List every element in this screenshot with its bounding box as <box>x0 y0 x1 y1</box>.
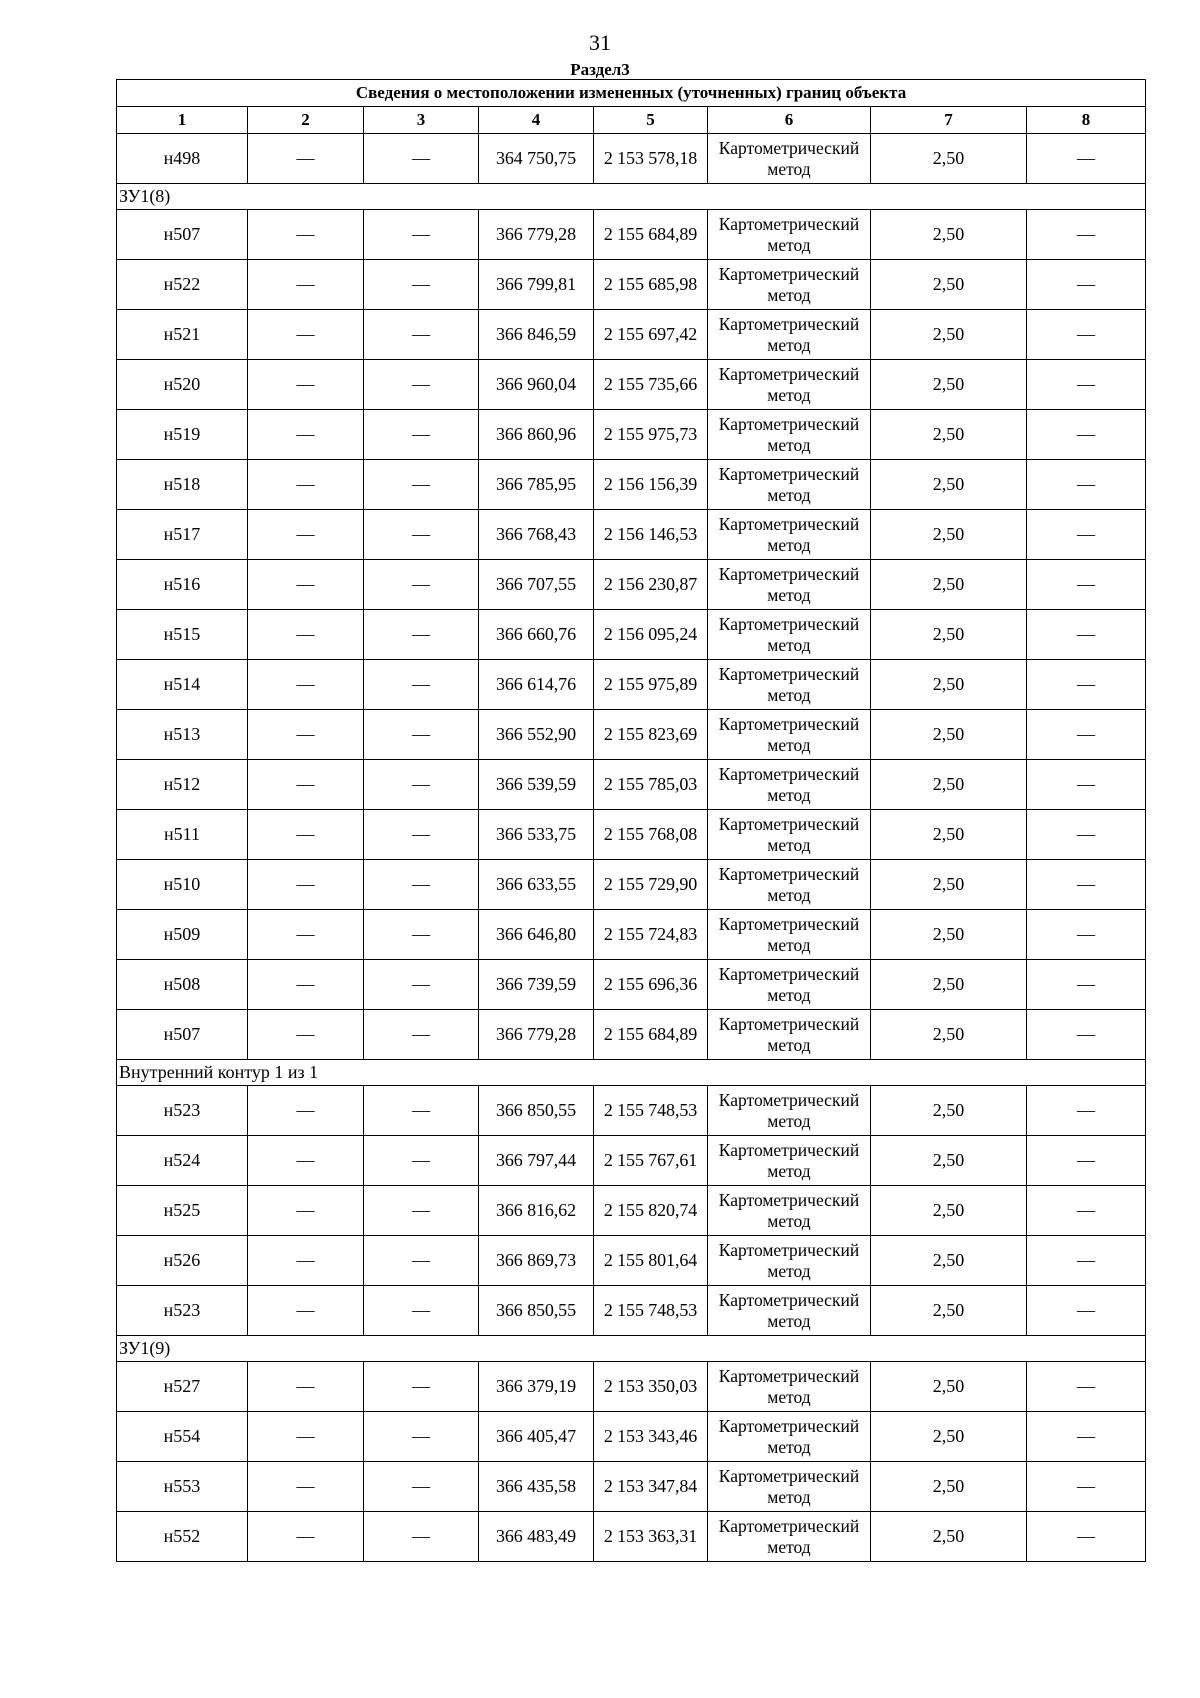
table-row <box>117 710 1146 760</box>
empty-value-cell: — <box>248 1086 364 1136</box>
y-coordinate-cell: 2 155 801,64 <box>594 1236 708 1286</box>
empty-value-cell: — <box>1027 910 1146 960</box>
point-id-cell: н510 <box>117 860 248 910</box>
y-coordinate-cell: 2 155 685,98 <box>594 260 708 310</box>
y-coordinate-cell: 2 155 768,08 <box>594 810 708 860</box>
empty-value-cell: — <box>248 460 364 510</box>
y-coordinate-cell: 2 155 975,89 <box>594 660 708 710</box>
column-number: 3 <box>364 107 479 134</box>
method-cell: Картометрический метод <box>708 1236 871 1286</box>
empty-value-cell: — <box>364 360 479 410</box>
x-coordinate-cell: 366 846,59 <box>479 310 594 360</box>
table-row <box>117 1236 1146 1286</box>
y-coordinate-cell: 2 155 748,53 <box>594 1286 708 1336</box>
point-id-cell: н522 <box>117 260 248 310</box>
method-cell: Картометрический метод <box>708 260 871 310</box>
point-id-cell: н525 <box>117 1186 248 1236</box>
column-number: 1 <box>117 107 248 134</box>
x-coordinate-cell: 366 797,44 <box>479 1136 594 1186</box>
empty-value-cell: — <box>248 710 364 760</box>
empty-value-cell: — <box>248 610 364 660</box>
empty-value-cell: — <box>1027 1010 1146 1060</box>
empty-value-cell: — <box>1027 760 1146 810</box>
x-coordinate-cell: 366 533,75 <box>479 810 594 860</box>
table-row <box>117 810 1146 860</box>
x-coordinate-cell: 366 739,59 <box>479 960 594 1010</box>
y-coordinate-cell: 2 153 343,46 <box>594 1412 708 1462</box>
accuracy-cell: 2,50 <box>871 1462 1027 1512</box>
x-coordinate-cell: 366 960,04 <box>479 360 594 410</box>
y-coordinate-cell: 2 155 729,90 <box>594 860 708 910</box>
column-number: 5 <box>594 107 708 134</box>
method-cell: Картометрический метод <box>708 1362 871 1412</box>
empty-value-cell: — <box>364 210 479 260</box>
point-id-cell: н512 <box>117 760 248 810</box>
point-id-cell: н554 <box>117 1412 248 1462</box>
empty-value-cell: — <box>248 1186 364 1236</box>
empty-value-cell: — <box>364 310 479 360</box>
column-number: 2 <box>248 107 364 134</box>
empty-value-cell: — <box>1027 810 1146 860</box>
accuracy-cell: 2,50 <box>871 960 1027 1010</box>
method-cell: Картометрический метод <box>708 510 871 560</box>
accuracy-cell: 2,50 <box>871 310 1027 360</box>
empty-value-cell: — <box>1027 134 1146 184</box>
x-coordinate-cell: 366 646,80 <box>479 910 594 960</box>
y-coordinate-cell: 2 155 767,61 <box>594 1136 708 1186</box>
empty-value-cell: — <box>248 210 364 260</box>
empty-value-cell: — <box>1027 510 1146 560</box>
method-cell: Картометрический метод <box>708 410 871 460</box>
point-id-cell: н523 <box>117 1086 248 1136</box>
x-coordinate-cell: 366 850,55 <box>479 1286 594 1336</box>
table-row <box>117 760 1146 810</box>
column-number: 7 <box>871 107 1027 134</box>
table-row <box>117 1512 1146 1562</box>
x-coordinate-cell: 366 869,73 <box>479 1236 594 1286</box>
point-id-cell: н527 <box>117 1362 248 1412</box>
empty-value-cell: — <box>1027 710 1146 760</box>
empty-value-cell: — <box>248 1236 364 1286</box>
empty-value-cell: — <box>364 410 479 460</box>
empty-value-cell: — <box>1027 260 1146 310</box>
y-coordinate-cell: 2 153 350,03 <box>594 1362 708 1412</box>
method-cell: Картометрический метод <box>708 1412 871 1462</box>
y-coordinate-cell: 2 155 823,69 <box>594 710 708 760</box>
empty-value-cell: — <box>364 860 479 910</box>
y-coordinate-cell: 2 155 820,74 <box>594 1186 708 1236</box>
point-id-cell: н521 <box>117 310 248 360</box>
table-row <box>117 1136 1146 1186</box>
accuracy-cell: 2,50 <box>871 1086 1027 1136</box>
accuracy-cell: 2,50 <box>871 410 1027 460</box>
empty-value-cell: — <box>364 1136 479 1186</box>
table-row <box>117 660 1146 710</box>
method-cell: Картометрический метод <box>708 1462 871 1512</box>
y-coordinate-cell: 2 153 347,84 <box>594 1462 708 1512</box>
empty-value-cell: — <box>364 710 479 760</box>
point-id-cell: н498 <box>117 134 248 184</box>
table-row <box>117 1186 1146 1236</box>
empty-value-cell: — <box>248 1412 364 1462</box>
accuracy-cell: 2,50 <box>871 760 1027 810</box>
empty-value-cell: — <box>1027 460 1146 510</box>
accuracy-cell: 2,50 <box>871 1010 1027 1060</box>
empty-value-cell: — <box>364 910 479 960</box>
x-coordinate-cell: 366 539,59 <box>479 760 594 810</box>
y-coordinate-cell: 2 155 785,03 <box>594 760 708 810</box>
x-coordinate-cell: 366 379,19 <box>479 1362 594 1412</box>
point-id-cell: н517 <box>117 510 248 560</box>
x-coordinate-cell: 366 816,62 <box>479 1186 594 1236</box>
point-id-cell: н514 <box>117 660 248 710</box>
method-cell: Картометрический метод <box>708 560 871 610</box>
empty-value-cell: — <box>364 760 479 810</box>
table-caption-row <box>117 80 1146 107</box>
accuracy-cell: 2,50 <box>871 1236 1027 1286</box>
x-coordinate-cell: 366 768,43 <box>479 510 594 560</box>
empty-value-cell: — <box>364 610 479 660</box>
y-coordinate-cell: 2 156 095,24 <box>594 610 708 660</box>
point-id-cell: н516 <box>117 560 248 610</box>
accuracy-cell: 2,50 <box>871 810 1027 860</box>
table-row <box>117 960 1146 1010</box>
table-row <box>117 460 1146 510</box>
accuracy-cell: 2,50 <box>871 134 1027 184</box>
accuracy-cell: 2,50 <box>871 210 1027 260</box>
empty-value-cell: — <box>364 810 479 860</box>
column-number: 6 <box>708 107 871 134</box>
boundary-coordinates-table <box>116 79 1146 1562</box>
y-coordinate-cell: 2 156 146,53 <box>594 510 708 560</box>
empty-value-cell: — <box>364 1362 479 1412</box>
y-coordinate-cell: 2 155 735,66 <box>594 360 708 410</box>
method-cell: Картометрический метод <box>708 710 871 760</box>
method-cell: Картометрический метод <box>708 1186 871 1236</box>
empty-value-cell: — <box>248 360 364 410</box>
empty-value-cell: — <box>248 660 364 710</box>
x-coordinate-cell: 364 750,75 <box>479 134 594 184</box>
table-row <box>117 410 1146 460</box>
table-row <box>117 610 1146 660</box>
empty-value-cell: — <box>1027 960 1146 1010</box>
method-cell: Картометрический метод <box>708 960 871 1010</box>
table-row <box>117 1086 1146 1136</box>
empty-value-cell: — <box>1027 1236 1146 1286</box>
x-coordinate-cell: 366 614,76 <box>479 660 594 710</box>
point-id-cell: н526 <box>117 1236 248 1286</box>
y-coordinate-cell: 2 153 363,31 <box>594 1512 708 1562</box>
empty-value-cell: — <box>1027 660 1146 710</box>
table-row <box>117 134 1146 184</box>
empty-value-cell: — <box>1027 1362 1146 1412</box>
accuracy-cell: 2,50 <box>871 1136 1027 1186</box>
column-number-row <box>117 107 1146 134</box>
accuracy-cell: 2,50 <box>871 460 1027 510</box>
empty-value-cell: — <box>364 1412 479 1462</box>
x-coordinate-cell: 366 707,55 <box>479 560 594 610</box>
table-row <box>117 1462 1146 1512</box>
y-coordinate-cell: 2 155 684,89 <box>594 1010 708 1060</box>
group-label: ЗУ1(8) <box>117 184 1146 210</box>
y-coordinate-cell: 2 155 697,42 <box>594 310 708 360</box>
empty-value-cell: — <box>248 810 364 860</box>
method-cell: Картометрический метод <box>708 210 871 260</box>
accuracy-cell: 2,50 <box>871 860 1027 910</box>
point-id-cell: н513 <box>117 710 248 760</box>
table-row <box>117 1286 1146 1336</box>
point-id-cell: н511 <box>117 810 248 860</box>
x-coordinate-cell: 366 785,95 <box>479 460 594 510</box>
empty-value-cell: — <box>364 1236 479 1286</box>
empty-value-cell: — <box>1027 360 1146 410</box>
empty-value-cell: — <box>1027 860 1146 910</box>
point-id-cell: н519 <box>117 410 248 460</box>
y-coordinate-cell: 2 156 156,39 <box>594 460 708 510</box>
accuracy-cell: 2,50 <box>871 1186 1027 1236</box>
empty-value-cell: — <box>1027 1186 1146 1236</box>
accuracy-cell: 2,50 <box>871 360 1027 410</box>
group-header-row <box>117 184 1146 210</box>
point-id-cell: н553 <box>117 1462 248 1512</box>
accuracy-cell: 2,50 <box>871 710 1027 760</box>
method-cell: Картометрический метод <box>708 660 871 710</box>
method-cell: Картометрический метод <box>708 760 871 810</box>
x-coordinate-cell: 366 405,47 <box>479 1412 594 1462</box>
accuracy-cell: 2,50 <box>871 260 1027 310</box>
table-row <box>117 860 1146 910</box>
method-cell: Картометрический метод <box>708 610 871 660</box>
point-id-cell: н552 <box>117 1512 248 1562</box>
table-row <box>117 210 1146 260</box>
empty-value-cell: — <box>248 860 364 910</box>
group-header-row <box>117 1336 1146 1362</box>
empty-value-cell: — <box>364 260 479 310</box>
x-coordinate-cell: 366 483,49 <box>479 1512 594 1562</box>
table-row <box>117 510 1146 560</box>
x-coordinate-cell: 366 660,76 <box>479 610 594 660</box>
table-caption: Сведения о местоположении измененных (уточненных) границ объекта <box>117 80 1146 107</box>
empty-value-cell: — <box>1027 1286 1146 1336</box>
method-cell: Картометрический метод <box>708 1010 871 1060</box>
empty-value-cell: — <box>248 1136 364 1186</box>
empty-value-cell: — <box>248 1512 364 1562</box>
empty-value-cell: — <box>364 1462 479 1512</box>
empty-value-cell: — <box>1027 410 1146 460</box>
empty-value-cell: — <box>1027 610 1146 660</box>
point-id-cell: н508 <box>117 960 248 1010</box>
y-coordinate-cell: 2 155 724,83 <box>594 910 708 960</box>
empty-value-cell: — <box>248 510 364 560</box>
empty-value-cell: — <box>1027 1086 1146 1136</box>
empty-value-cell: — <box>248 1010 364 1060</box>
empty-value-cell: — <box>1027 1512 1146 1562</box>
table-row <box>117 560 1146 610</box>
method-cell: Картометрический метод <box>708 1136 871 1186</box>
group-label: ЗУ1(9) <box>117 1336 1146 1362</box>
group-label: Внутренний контур 1 из 1 <box>117 1060 1146 1086</box>
table-body <box>117 80 1146 1562</box>
section-label: Раздел3 <box>570 60 630 79</box>
empty-value-cell: — <box>364 660 479 710</box>
empty-value-cell: — <box>364 1186 479 1236</box>
table-row <box>117 910 1146 960</box>
method-cell: Картометрический метод <box>708 810 871 860</box>
column-number: 4 <box>479 107 594 134</box>
table-row <box>117 360 1146 410</box>
accuracy-cell: 2,50 <box>871 660 1027 710</box>
method-cell: Картометрический метод <box>708 1286 871 1336</box>
empty-value-cell: — <box>364 560 479 610</box>
point-id-cell: н523 <box>117 1286 248 1336</box>
point-id-cell: н507 <box>117 210 248 260</box>
empty-value-cell: — <box>1027 210 1146 260</box>
empty-value-cell: — <box>248 910 364 960</box>
empty-value-cell: — <box>248 310 364 360</box>
point-id-cell: н509 <box>117 910 248 960</box>
empty-value-cell: — <box>364 1086 479 1136</box>
column-number: 8 <box>1027 107 1146 134</box>
empty-value-cell: — <box>364 1286 479 1336</box>
y-coordinate-cell: 2 155 684,89 <box>594 210 708 260</box>
x-coordinate-cell: 366 850,55 <box>479 1086 594 1136</box>
method-cell: Картометрический метод <box>708 910 871 960</box>
method-cell: Картометрический метод <box>708 360 871 410</box>
accuracy-cell: 2,50 <box>871 910 1027 960</box>
empty-value-cell: — <box>1027 310 1146 360</box>
x-coordinate-cell: 366 860,96 <box>479 410 594 460</box>
empty-value-cell: — <box>248 1362 364 1412</box>
empty-value-cell: — <box>248 134 364 184</box>
point-id-cell: н507 <box>117 1010 248 1060</box>
method-cell: Картометрический метод <box>708 460 871 510</box>
empty-value-cell: — <box>364 1010 479 1060</box>
method-cell: Картометрический метод <box>708 1512 871 1562</box>
method-cell: Картометрический метод <box>708 310 871 360</box>
group-header-row <box>117 1060 1146 1086</box>
x-coordinate-cell: 366 552,90 <box>479 710 594 760</box>
empty-value-cell: — <box>364 134 479 184</box>
empty-value-cell: — <box>364 510 479 560</box>
empty-value-cell: — <box>364 460 479 510</box>
x-coordinate-cell: 366 779,28 <box>479 210 594 260</box>
empty-value-cell: — <box>248 1462 364 1512</box>
table-row <box>117 310 1146 360</box>
point-id-cell: н518 <box>117 460 248 510</box>
empty-value-cell: — <box>248 410 364 460</box>
empty-value-cell: — <box>1027 1412 1146 1462</box>
empty-value-cell: — <box>248 760 364 810</box>
point-id-cell: н524 <box>117 1136 248 1186</box>
empty-value-cell: — <box>248 260 364 310</box>
x-coordinate-cell: 366 779,28 <box>479 1010 594 1060</box>
accuracy-cell: 2,50 <box>871 1512 1027 1562</box>
x-coordinate-cell: 366 435,58 <box>479 1462 594 1512</box>
empty-value-cell: — <box>1027 1136 1146 1186</box>
empty-value-cell: — <box>248 960 364 1010</box>
method-cell: Картометрический метод <box>708 134 871 184</box>
table-row <box>117 1362 1146 1412</box>
y-coordinate-cell: 2 155 748,53 <box>594 1086 708 1136</box>
table-row <box>117 1412 1146 1462</box>
table-row <box>117 1010 1146 1060</box>
table-row <box>117 260 1146 310</box>
y-coordinate-cell: 2 155 696,36 <box>594 960 708 1010</box>
method-cell: Картометрический метод <box>708 1086 871 1136</box>
y-coordinate-cell: 2 153 578,18 <box>594 134 708 184</box>
method-cell: Картометрический метод <box>708 860 871 910</box>
empty-value-cell: — <box>248 560 364 610</box>
accuracy-cell: 2,50 <box>871 560 1027 610</box>
accuracy-cell: 2,50 <box>871 1412 1027 1462</box>
accuracy-cell: 2,50 <box>871 1286 1027 1336</box>
x-coordinate-cell: 366 799,81 <box>479 260 594 310</box>
x-coordinate-cell: 366 633,55 <box>479 860 594 910</box>
point-id-cell: н515 <box>117 610 248 660</box>
empty-value-cell: — <box>1027 560 1146 610</box>
empty-value-cell: — <box>364 960 479 1010</box>
page-number: 31 <box>589 30 611 55</box>
point-id-cell: н520 <box>117 360 248 410</box>
accuracy-cell: 2,50 <box>871 510 1027 560</box>
y-coordinate-cell: 2 156 230,87 <box>594 560 708 610</box>
accuracy-cell: 2,50 <box>871 1362 1027 1412</box>
empty-value-cell: — <box>364 1512 479 1562</box>
accuracy-cell: 2,50 <box>871 610 1027 660</box>
empty-value-cell: — <box>248 1286 364 1336</box>
empty-value-cell: — <box>1027 1462 1146 1512</box>
y-coordinate-cell: 2 155 975,73 <box>594 410 708 460</box>
